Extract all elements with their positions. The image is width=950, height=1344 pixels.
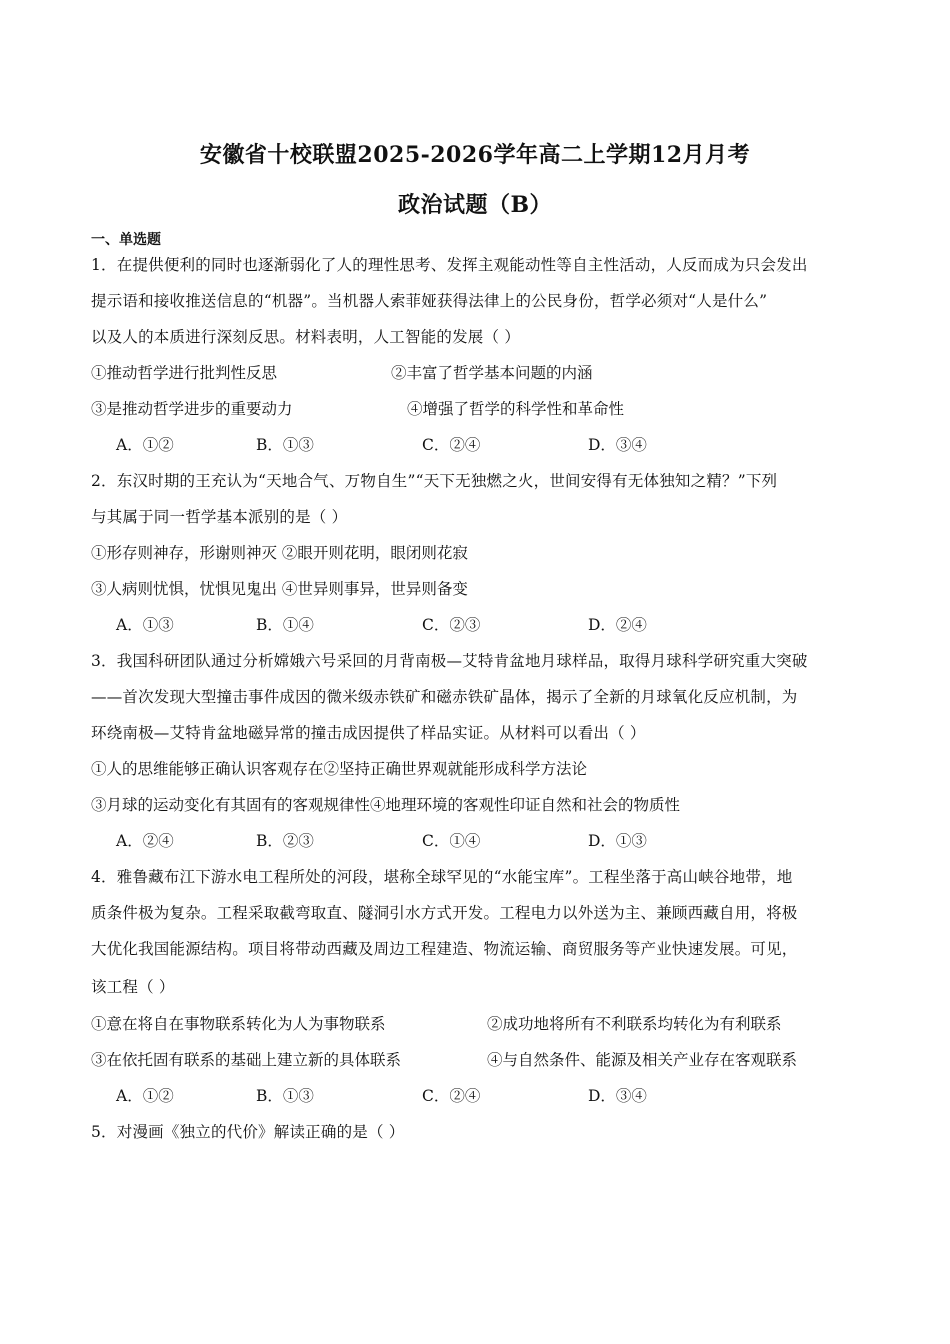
question-3-text-line: 3．我国科研团队通过分析嫦娥六号采回的月背南极—艾特肯盆地月球样品，取得月球科学研究重大突破 [91,652,808,670]
question-2-choice-b[interactable]: B．①④ [256,616,314,634]
question-1-statement: ③是推动哲学进步的重要动力 [91,400,293,418]
question-3-choice-a[interactable]: A．②④ [116,832,174,850]
exam-title: 安徽省十校联盟2025-2026学年高二上学期12月月考 [199,142,751,168]
question-4-text-line: 大优化我国能源结构。项目将带动西藏及周边工程建造、物流运输、商贸服务等产业快速发展。可见， [91,940,798,958]
question-3-statement: ①人的思维能够正确认识客观存在②坚持正确世界观就能形成科学方法论 [91,760,588,778]
question-3-choice-d[interactable]: D．①③ [588,832,647,850]
question-4-text-line: 4．雅鲁藏布江下游水电工程所处的河段，堪称全球罕见的“水能宝库”。工程坐落于高山峡谷地带，地 [91,868,793,886]
question-4-statement: ④与自然条件、能源及相关产业存在客观联系 [487,1051,798,1069]
question-1-text-line: 以及人的本质进行深刻反思。材料表明，人工智能的发展（ ） [91,328,521,346]
question-2-choice-c[interactable]: C．②③ [422,616,481,634]
question-2-text-line: 与其属于同一哲学基本派别的是（ ） [91,508,348,526]
question-5-text-line: 5．对漫画《独立的代价》解读正确的是（ ） [91,1123,405,1141]
question-1-choice-d[interactable]: D．③④ [588,436,647,454]
question-4-statement: ③在依托固有联系的基础上建立新的具体联系 [91,1051,402,1069]
question-2-statement: ③人病则忧惧，忧惧见鬼出 ④世异则事异，世异则备变 [91,580,468,598]
question-4-text-line: 该工程（ ） [91,978,175,996]
question-1-choice-b[interactable]: B．①③ [256,436,314,454]
question-2-choice-d[interactable]: D．②④ [588,616,647,634]
question-3-text-line: 环绕南极—艾特肯盆地磁异常的撞击成因提供了样品实证。从材料可以看出（ ） [91,724,646,742]
question-3-choice-b[interactable]: B．②③ [256,832,314,850]
exam-subtitle: 政治试题（B） [397,192,553,218]
question-4-choice-d[interactable]: D．③④ [588,1087,647,1105]
question-4-choice-c[interactable]: C．②④ [422,1087,481,1105]
question-1-text-line: 1．在提供便利的同时也逐渐弱化了人的理性思考、发挥主观能动性等自主性活动，人反而成为只会发出 [91,256,808,274]
question-1-text-line: 提示语和接收推送信息的“机器”。当机器人索菲娅获得法律上的公民身份，哲学必须对“人是什么” [91,292,768,310]
question-3-text-line: ——首次发现大型撞击事件成因的微米级赤铁矿和磁赤铁矿晶体，揭示了全新的月球氧化反应机制，为 [91,688,798,706]
question-4-statement: ②成功地将所有不利联系均转化为有利联系 [487,1015,782,1033]
question-4-choice-b[interactable]: B．①③ [256,1087,314,1105]
question-2-statement: ①形存则神存，形谢则神灭 ②眼开则花明，眼闭则花寂 [91,544,468,562]
question-4-choice-a[interactable]: A．①② [116,1087,174,1105]
question-1-statement: ①推动哲学进行批判性反思 [91,364,278,382]
question-2-text-line: 2．东汉时期的王充认为“天地合气、万物自生”“天下无独燃之火，世间安得有无体独知之精？”下列 [91,472,778,490]
question-1-statement: ④增强了哲学的科学性和革命性 [407,400,625,418]
question-2-choice-a[interactable]: A．①③ [116,616,174,634]
question-1-statement: ②丰富了哲学基本问题的内涵 [391,364,593,382]
question-3-statement: ③月球的运动变化有其固有的客观规律性④地理环境的客观性印证自然和社会的物质性 [91,796,681,814]
question-4-statement: ①意在将自在事物联系转化为人为事物联系 [91,1015,386,1033]
question-1-choice-c[interactable]: C．②④ [422,436,481,454]
section-heading: 一、单选题 [91,232,161,248]
question-1-choice-a[interactable]: A．①② [116,436,174,454]
question-4-text-line: 质条件极为复杂。工程采取截弯取直、隧洞引水方式开发。工程电力以外送为主、兼顾西藏自用，将极 [91,904,798,922]
question-3-choice-c[interactable]: C．①④ [422,832,481,850]
